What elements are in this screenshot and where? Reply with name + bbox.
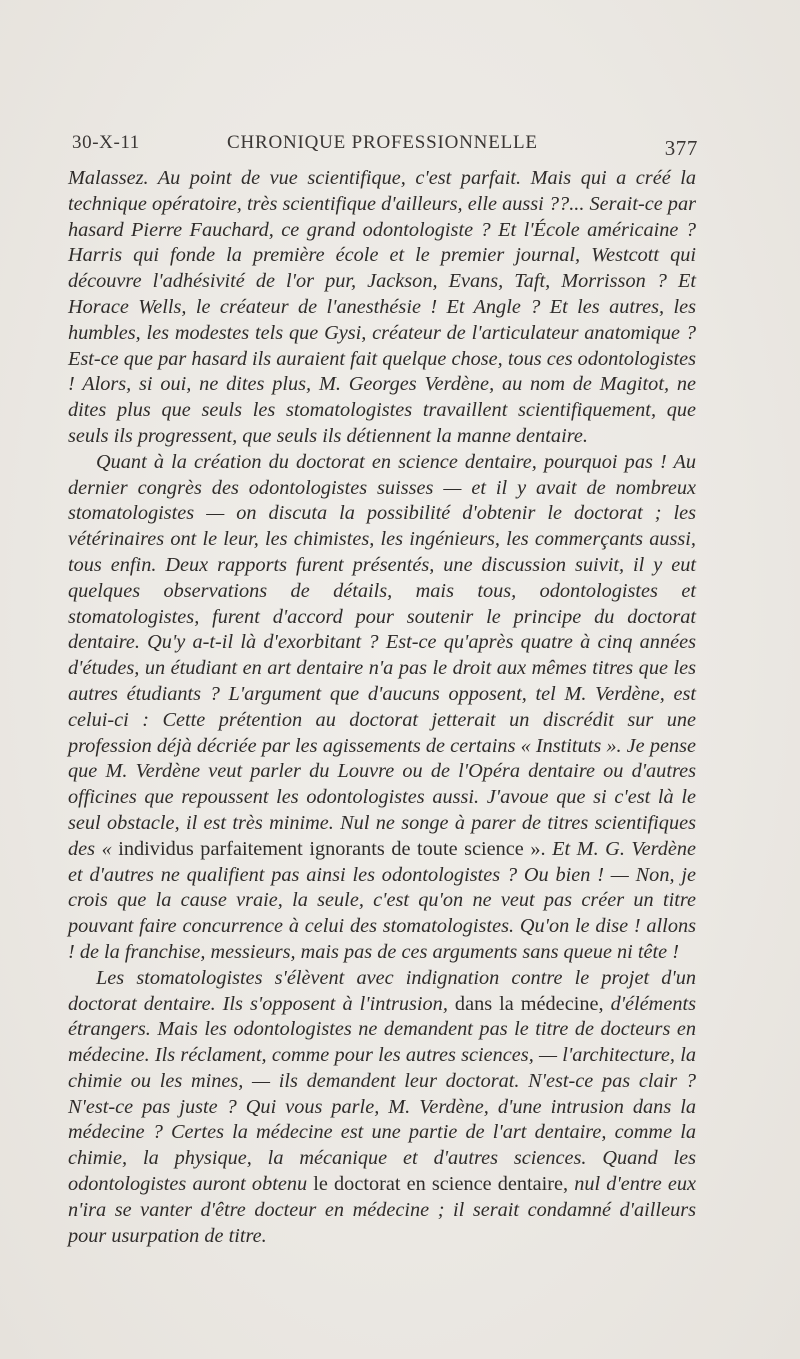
paragraph-3 bbox=[68, 966, 696, 1250]
paragraph-3-text-c: d'éléments étrangers. Mais les odontologistes ne demandent pas le titre de docteurs en médecine. Ils réclament, comme pour les autres sciences, — l'architecture, la chimie ou les mines, — ils demandent leur doctorat. N'est-ce pas clair ? N'est-ce pas juste ? Qui vous parle, M. Verdène, d'une intrusion dans la médecine ? Certes la médecine est une partie de l'art dentaire, comme la chimie, la physique, la mécanique et d'autres sciences. Quand les odontologistes auront obtenu bbox=[68, 992, 696, 1196]
paragraph-3-roman-d: le doctorat en science dentaire, bbox=[307, 1173, 569, 1196]
paragraph-2 bbox=[68, 450, 696, 966]
page-number: 377 bbox=[664, 136, 698, 160]
section-title: CHRONIQUE PROFESSIONNELLE bbox=[227, 132, 538, 153]
article-body bbox=[68, 166, 696, 1249]
paragraph-1-text: Malassez. Au point de vue scientifique, c'est parfait. Mais qui a créé la technique opératoire, très scientifique d'ailleurs, elle aussi ??... Serait-ce par hasard Pierre Fauchard, ce grand odontologiste ? Et l'École américaine ? Harris qui fonde la première école et le premier journal, Westcott qui découvre l'adhésivité de l'or pur, Jackson, Evans, Taft, Morrisson ? Et Horace Wells, le créateur de l'anesthésie ! Et Angle ? Et les autres, les humbles, les modestes tels que Gysi, créateur de l'articulateur anatomique ? Est-ce que par hasard ils auraient fait quelque chose, tous ces odontologistes ! Alors, si oui, ne dites plus, M. Georges Verdène, au nom de Magitot, ne dites plus que seuls les stomatologistes travaillent scientifiquement, que seuls ils progressent, que seuls ils détiennent la manne dentaire. bbox=[68, 167, 696, 447]
issue-date: 30-X-11 bbox=[72, 132, 140, 153]
paragraph-3-roman-b: dans la médecine, bbox=[447, 992, 604, 1015]
paragraph-2-quote-roman: individus parfaitement ignorants de toute science ». bbox=[111, 837, 546, 860]
paragraph-3-text-a: Les stomatologistes s'élèvent avec indignation contre le projet d'un doctorat dentaire. Ils s'opposent à l'intrusion, bbox=[68, 966, 696, 1015]
running-head bbox=[72, 132, 698, 162]
paragraph-1 bbox=[68, 166, 696, 450]
paragraph-3-text-e: nul d'entre eux n'ira se vanter d'être docteur en médecine ; il serait condamné d'ailleurs pour usurpation de titre. bbox=[68, 1173, 696, 1247]
paragraph-2-text-c: Et M. G. Verdène et d'autres ne qualifient pas ainsi les odontologistes ? Ou bien ! — Non, je crois que la cause vraie, la seule, c'est qu'on ne veut pas créer un titre pouvant faire concurrence à celui des stomatologistes. Qu'on le dise ! allons ! de la franchise, messieurs, mais pas de ces arguments sans queue ni tête ! bbox=[68, 837, 697, 963]
paragraph-2-text-a: Quant à la création du doctorat en science dentaire, pourquoi pas ! Au dernier congrès des odontologistes suisses — et il y avait de nombreux stomatologistes — on discuta la possibilité d'obtenir le doctorat ; les vétérinaires ont le leur, les chimistes, les ingénieurs, les commerçants aussi, tous enfin. Deux rapports furent présentés, une discussion suivit, il y eut quelques observations de détails, mais tous, odontologistes et stomatologistes, furent d'accord pour soutenir le principe du doctorat dentaire. Qu'y a-t-il là d'exorbitant ? Est-ce qu'après quatre à cinq années d'études, un étudiant en art dentaire n'a pas le droit aux mêmes titres que les autres étudiants ? L'argument que d'aucuns opposent, tel M. Verdène, est celui-ci : Cette prétention au doctorat jetterait un discrédit sur une profession déjà décriée par les agissements de certains « Instituts ». Je pense que M. Verdène veut parler du Louvre ou de l'Opéra dentaire ou d'autres officines que repoussent les odontologistes aussi. J'avoue que si c'est là le seul obstacle, il est très minime. Nul ne songe à parer de titres scientifiques des « bbox=[68, 450, 696, 860]
